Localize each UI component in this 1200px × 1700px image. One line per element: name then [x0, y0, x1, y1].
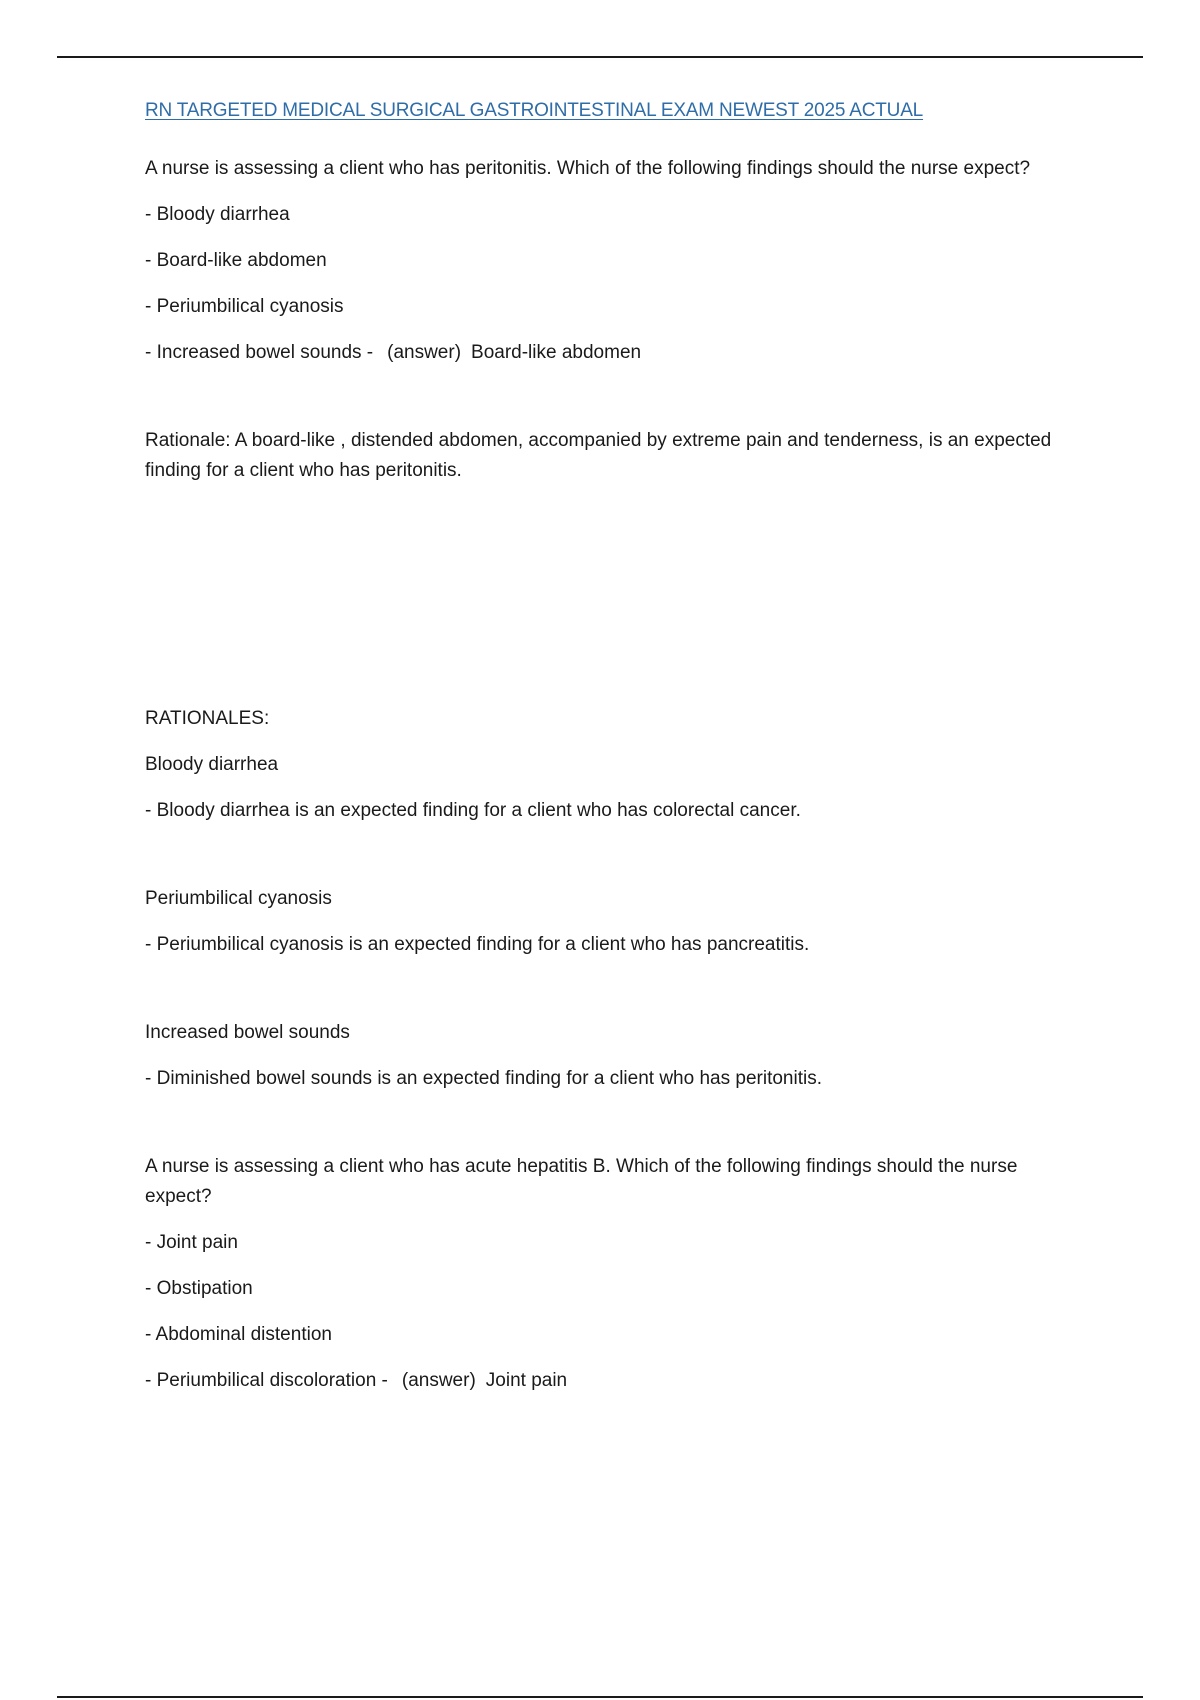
- question-2-stem: A nurse is assessing a client who has acute hepatitis B. Which of the following findings should the nurse expect?: [145, 1156, 1018, 1207]
- question-1-option-4: - Increased bowel sounds -: [145, 342, 374, 363]
- question-1-option-1: - Bloody diarrhea: [145, 204, 290, 225]
- question-1-option-4-with-answer: [145, 338, 1075, 368]
- question-1-option-3: - Periumbilical cyanosis: [145, 296, 344, 317]
- question-2-answer: Joint pain: [485, 1370, 568, 1391]
- question-1-stem: A nurse is assessing a client who has peritonitis. Which of the following findings should the nurse expect?: [145, 158, 1031, 179]
- question-2-answer-label: (answer): [401, 1370, 476, 1391]
- question-2-option-4: - Periumbilical discoloration -: [145, 1370, 388, 1391]
- bottom-divider: [57, 1696, 1143, 1698]
- rationale-item-title: Bloody diarrhea: [145, 754, 279, 775]
- question-2-option-3: - Abdominal distention: [145, 1324, 332, 1345]
- document-body: [145, 96, 1075, 1396]
- question-2-option-4-with-answer: [145, 1366, 1075, 1396]
- rationale-item-text: - Bloody diarrhea is an expected finding for a client who has colorectal cancer.: [145, 800, 801, 821]
- question-2-option-2: - Obstipation: [145, 1278, 253, 1299]
- top-divider: [57, 56, 1143, 58]
- rationale-item-text: - Periumbilical cyanosis is an expected finding for a client who has pancreatitis.: [145, 934, 810, 955]
- rationales-heading: RATIONALES:: [145, 708, 270, 729]
- question-1-rationale: Rationale: A board-like , distended abdomen, accompanied by extreme pain and tenderness, is an expected finding for a client who has peritonitis.: [145, 430, 1052, 481]
- document-title-link[interactable]: RN TARGETED MEDICAL SURGICAL GASTROINTESTINAL EXAM NEWEST 2025 ACTUAL: [145, 100, 924, 121]
- rationale-item-title: Increased bowel sounds: [145, 1022, 350, 1043]
- question-1-answer-label: (answer): [387, 342, 462, 363]
- rationale-item-title: Periumbilical cyanosis: [145, 888, 332, 909]
- rationale-item-text: - Diminished bowel sounds is an expected finding for a client who has peritonitis.: [145, 1068, 822, 1089]
- question-1-answer: Board-like abdomen: [471, 342, 642, 363]
- question-1-option-2: - Board-like abdomen: [145, 250, 327, 271]
- question-2-option-1: - Joint pain: [145, 1232, 238, 1253]
